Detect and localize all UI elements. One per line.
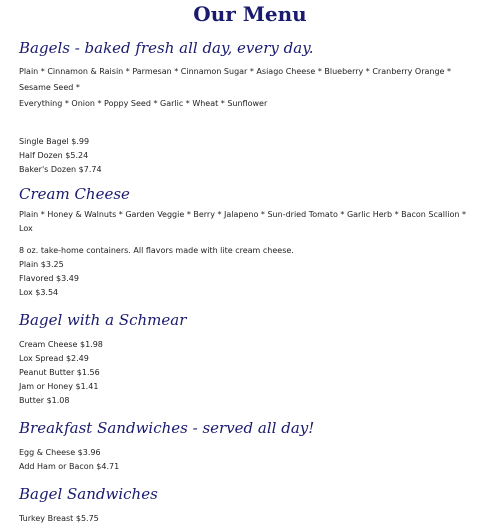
price-item: Single Bagel $.99 [19, 137, 90, 146]
section-bagels [19, 38, 481, 177]
page-title: Our Menu [193, 2, 307, 26]
bagel-flavors-line: Plain * Cinnamon & Raisin * Parmesan * Cinnamon Sugar * Asiago Cheese * Blueberry * Cranberry Orange * Sesame Seed * [19, 67, 452, 92]
price-item: Baker's Dozen $7.74 [19, 165, 102, 174]
breakfast-price-list [19, 446, 481, 474]
cream-cheese-price-list [19, 244, 481, 300]
section-breakfast [19, 418, 481, 474]
sandwiches-price-list [19, 512, 481, 526]
cream-cheese-flavors: Plain * Honey & Walnuts * Garden Veggie * Berry * Jalapeno * Sun-dried Tomato * Garlic Herb * Bacon Scallion * Lox [19, 210, 466, 233]
price-item: Peanut Butter $1.56 [19, 368, 100, 377]
section-heading-schmear: Bagel with a Schmear [19, 311, 187, 329]
price-item: Lox $3.54 [19, 288, 59, 297]
section-sandwiches [19, 484, 481, 526]
price-item: Lox Spread $2.49 [19, 354, 89, 363]
price-item: Egg & Cheese $3.96 [19, 448, 101, 457]
price-item: Half Dozen $5.24 [19, 151, 89, 160]
bagel-flavors [19, 64, 481, 112]
price-item: Plain $3.25 [19, 260, 64, 269]
price-item: Butter $1.08 [19, 396, 70, 405]
section-cream-cheese [19, 184, 481, 300]
section-heading-bagels: Bagels - baked fresh all day, every day. [19, 39, 314, 57]
price-item: Flavored $3.49 [19, 274, 79, 283]
section-schmear [19, 310, 481, 408]
section-heading-sandwiches: Bagel Sandwiches [19, 485, 158, 503]
schmear-price-list [19, 338, 481, 408]
price-item: Cream Cheese $1.98 [19, 340, 103, 349]
section-heading-cream-cheese: Cream Cheese [19, 185, 130, 203]
bagel-flavors-line: Everything * Onion * Poppy Seed * Garlic * Wheat * Sunflower [19, 99, 268, 108]
section-heading-breakfast: Breakfast Sandwiches - served all day! [19, 419, 315, 437]
cream-cheese-note: 8 oz. take-home containers. All flavors made with lite cream cheese. [19, 246, 294, 255]
price-item: Add Ham or Bacon $4.71 [19, 462, 120, 471]
price-item: Turkey Breast $5.75 [19, 514, 99, 523]
bagel-price-list [19, 135, 481, 177]
price-item: Jam or Honey $1.41 [19, 382, 99, 391]
